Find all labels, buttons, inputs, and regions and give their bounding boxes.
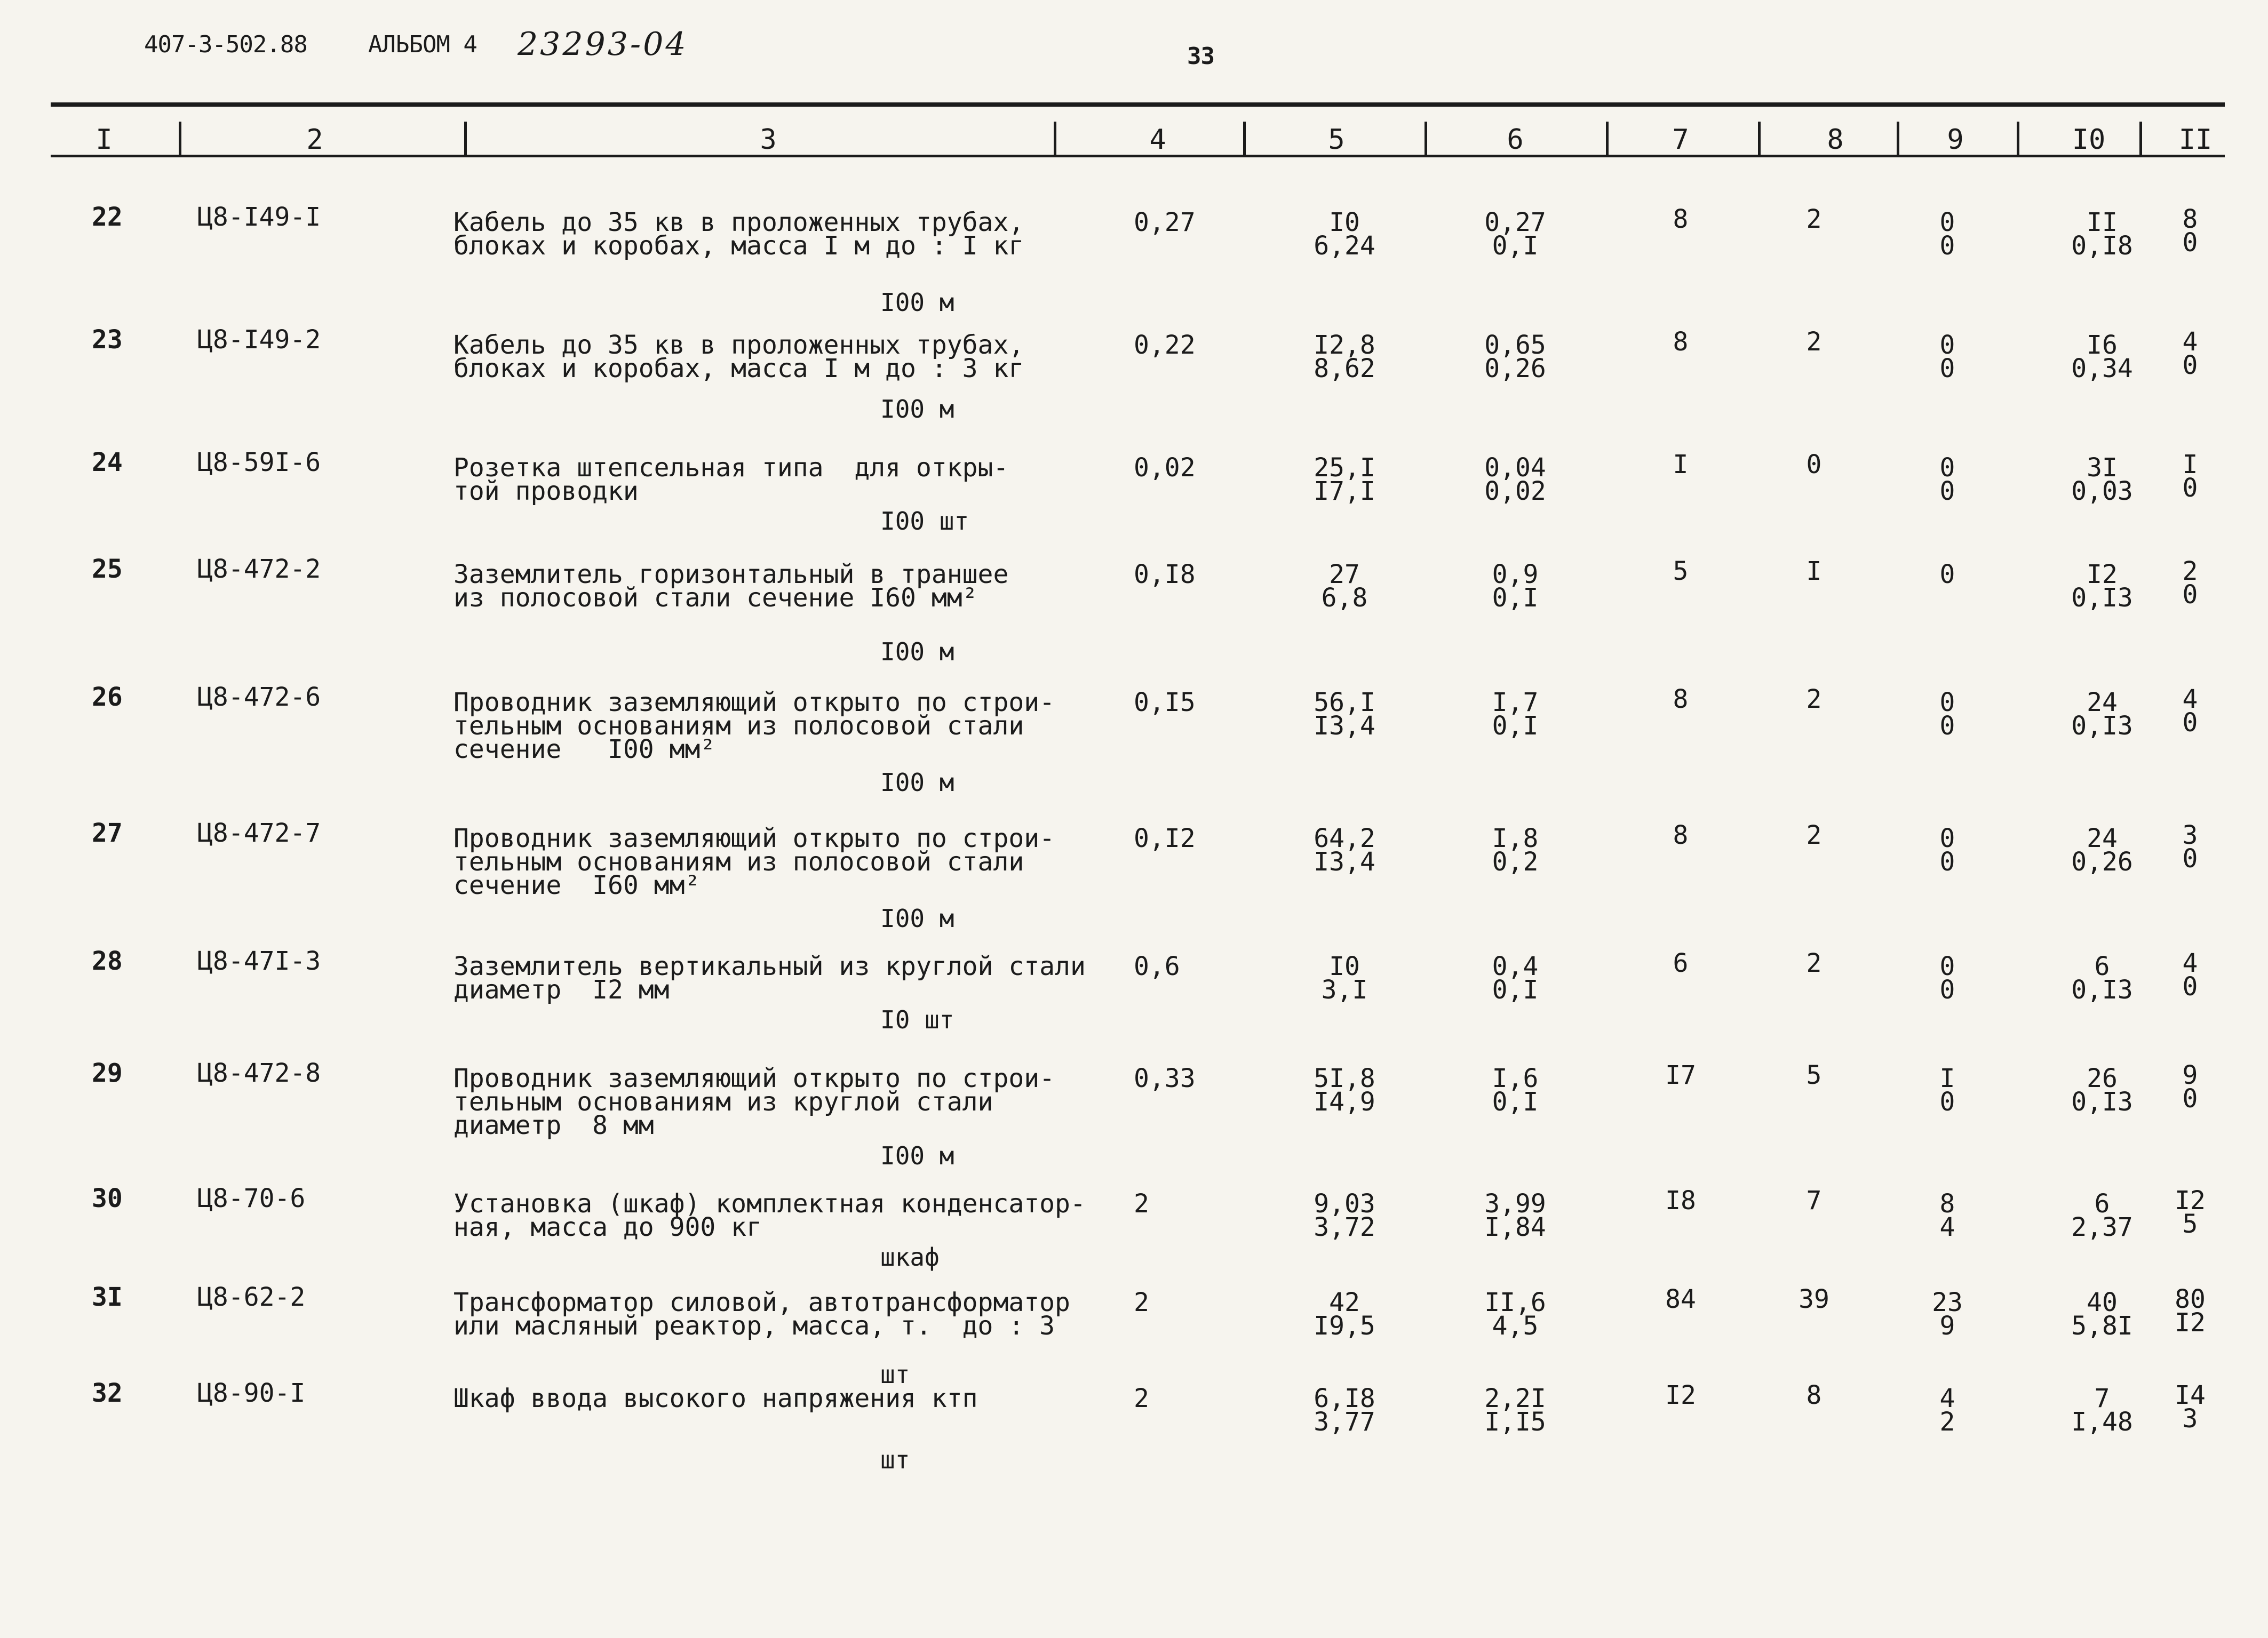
column-separator	[179, 122, 181, 155]
column-separator	[1243, 122, 1246, 155]
col5-values: 25,I I7,I	[1314, 453, 1375, 506]
col10-values: 3I 0,03	[2071, 453, 2133, 506]
column-header-4: 4	[1149, 124, 1166, 156]
column-header-10: I0	[2072, 124, 2106, 156]
col6-values: I,7 0,I	[1492, 688, 1539, 741]
col10-values: 26 0,I3	[2071, 1064, 2133, 1117]
col10-values: I6 0,34	[2071, 330, 2133, 383]
row-number: 27	[92, 818, 123, 848]
col9-values: 0 0	[1939, 952, 1955, 1005]
column-header-2: 2	[306, 124, 323, 156]
col9-values: 0 0	[1939, 688, 1955, 741]
col7-value: 6	[1673, 948, 1689, 978]
quantity: 0,22	[1134, 330, 1196, 360]
quantity: 0,I8	[1134, 560, 1196, 589]
column-separator	[464, 122, 467, 155]
column-separator	[2017, 122, 2019, 155]
measure-unit: I00 м	[880, 904, 954, 933]
col5-values: I0 3,I	[1321, 952, 1368, 1005]
table-row	[0, 202, 2268, 333]
column-header-11: II	[2178, 124, 2213, 156]
row-number: 29	[92, 1058, 123, 1088]
norm-code: Ц8-472-2	[197, 554, 321, 584]
quantity: 0,I5	[1134, 688, 1196, 717]
col11-values: I 0	[2182, 450, 2198, 503]
measure-unit: шт	[880, 1360, 910, 1389]
col8-value: 7	[1806, 1186, 1822, 1216]
album-label: АЛЬБОМ 4	[368, 31, 477, 58]
col8-value: 8	[1806, 1380, 1822, 1410]
work-description: Трансформатор силовой, автотрансформатор или масляный реактор, масса, т. до : 3	[453, 1288, 1070, 1341]
doc-code: 407-3-502.88	[144, 31, 307, 58]
measure-unit: шт	[880, 1445, 910, 1474]
col8-value: 0	[1806, 450, 1822, 480]
col11-values: 3 0	[2182, 820, 2198, 874]
col10-values: 6 0,I3	[2071, 952, 2133, 1005]
col11-values: I4 3	[2175, 1380, 2206, 1434]
col10-values: 7 I,48	[2071, 1384, 2133, 1437]
col11-values: 4 0	[2182, 327, 2198, 380]
table-row	[0, 325, 2268, 456]
col11-values: 8 0	[2182, 204, 2198, 258]
col11-values: 4 0	[2182, 948, 2198, 1002]
row-number: 25	[92, 554, 123, 584]
col8-value: 2	[1806, 948, 1822, 978]
col11-values: I2 5	[2175, 1186, 2206, 1239]
work-description: Проводник заземляющий открыто по строи- тельным основаниям из круглой стали диаметр 8 мм	[453, 1064, 1055, 1140]
col11-values: 80 I2	[2175, 1284, 2206, 1338]
col5-values: 27 6,8	[1321, 560, 1368, 613]
measure-unit: I00 м	[880, 637, 954, 666]
col8-value: 5	[1806, 1060, 1822, 1090]
quantity: 2	[1134, 1189, 1149, 1219]
col6-values: 0,9 0,I	[1492, 560, 1539, 613]
col10-values: II 0,I8	[2071, 207, 2133, 261]
row-number: 26	[92, 682, 123, 712]
measure-unit: I00 м	[880, 768, 954, 797]
norm-code: Ц8-472-6	[197, 682, 321, 712]
col6-values: 3,99 I,84	[1484, 1189, 1546, 1242]
col7-value: 8	[1673, 204, 1689, 234]
handwritten-number: 23293-04	[518, 26, 688, 63]
col11-values: 2 0	[2182, 556, 2198, 610]
col5-values: 64,2 I3,4	[1314, 824, 1375, 877]
column-separator	[1897, 122, 1899, 155]
col7-value: 84	[1665, 1284, 1696, 1314]
column-separator	[1425, 122, 1427, 155]
col8-value: 2	[1806, 204, 1822, 234]
norm-code: Ц8-I49-I	[197, 202, 321, 232]
col8-value: I	[1806, 556, 1822, 586]
col9-values: I 0	[1939, 1064, 1955, 1117]
table-row	[0, 554, 2268, 685]
work-description: Проводник заземляющий открыто по строи- тельным основаниям из полосовой стали сечение I00 мм²	[453, 688, 1055, 764]
measure-unit: I00 м	[880, 288, 954, 317]
col11-values: 4 0	[2182, 684, 2198, 738]
col7-value: I8	[1665, 1186, 1696, 1216]
row-number: 3I	[92, 1282, 123, 1312]
work-description: Кабель до 35 кв в проложенных трубах, блоках и коробах, масса I м до : 3 кг	[453, 330, 1024, 383]
col9-values: 0 0	[1939, 207, 1955, 261]
col10-values: 40 5,8I	[2071, 1288, 2133, 1341]
col5-values: I0 6,24	[1314, 207, 1375, 261]
header-rule	[51, 155, 2225, 157]
table-row	[0, 1378, 2268, 1509]
col9-values: 23 9	[1932, 1288, 1963, 1341]
col9-values: 8 4	[1939, 1189, 1955, 1242]
col6-values: I,6 0,I	[1492, 1064, 1539, 1117]
norm-code: Ц8-59I-6	[197, 448, 321, 477]
measure-unit: шкаф	[880, 1243, 940, 1272]
col7-value: I7	[1665, 1060, 1696, 1090]
row-number: 32	[92, 1378, 123, 1408]
col6-values: I,8 0,2	[1492, 824, 1539, 877]
measure-unit: I00 м	[880, 1141, 954, 1170]
column-header-8: 8	[1827, 124, 1844, 156]
table-row	[0, 682, 2268, 813]
col5-values: 9,03 3,72	[1314, 1189, 1375, 1242]
work-description: Заземлитель горизонтальный в траншее из полосовой стали сечение I60 мм²	[453, 560, 1009, 613]
column-header-6: 6	[1507, 124, 1524, 156]
col10-values: I2 0,I3	[2071, 560, 2133, 613]
col9-values: 0	[1939, 560, 1955, 589]
work-description: Розетка штепсельная типа для откры- той проводки	[453, 453, 1009, 506]
row-number: 24	[92, 448, 123, 477]
column-header-9: 9	[1947, 124, 1964, 156]
col6-values: 0,27 0,I	[1484, 207, 1546, 261]
measure-unit: I00 м	[880, 395, 954, 424]
col10-values: 24 0,26	[2071, 824, 2133, 877]
column-header-5: 5	[1328, 124, 1345, 156]
col6-values: II,6 4,5	[1484, 1288, 1546, 1341]
col7-value: 8	[1673, 820, 1689, 850]
col6-values: 0,65 0,26	[1484, 330, 1546, 383]
col8-value: 2	[1806, 820, 1822, 850]
page-number: 33	[1187, 43, 1214, 70]
work-description: Заземлитель вертикальный из круглой стали диаметр I2 мм	[453, 952, 1086, 1005]
col9-values: 0 0	[1939, 824, 1955, 877]
col8-value: 2	[1806, 684, 1822, 714]
quantity: 0,6	[1134, 952, 1180, 981]
row-number: 28	[92, 946, 123, 976]
table-row	[0, 1058, 2268, 1189]
quantity: 0,I2	[1134, 824, 1196, 853]
table-row	[0, 946, 2268, 1077]
norm-code: Ц8-I49-2	[197, 325, 321, 355]
col7-value: 5	[1673, 556, 1689, 586]
col7-value: 8	[1673, 684, 1689, 714]
col6-values: 0,04 0,02	[1484, 453, 1546, 506]
column-separator	[1606, 122, 1609, 155]
col9-values: 0 0	[1939, 330, 1955, 383]
table-row	[0, 818, 2268, 949]
row-number: 30	[92, 1184, 123, 1213]
measure-unit: I0 шт	[880, 1005, 954, 1034]
work-description: Установка (шкаф) комплектная конденсатор- ная, масса до 900 кг	[453, 1189, 1086, 1242]
norm-code: Ц8-90-I	[197, 1378, 306, 1408]
col9-values: 4 2	[1939, 1384, 1955, 1437]
row-number: 22	[92, 202, 123, 232]
norm-code: Ц8-70-6	[197, 1184, 306, 1213]
top-rule	[51, 102, 2225, 107]
row-number: 23	[92, 325, 123, 355]
quantity: 0,33	[1134, 1064, 1196, 1093]
column-separator	[2139, 122, 2142, 155]
column-separator	[1054, 122, 1056, 155]
col5-values: I2,8 8,62	[1314, 330, 1375, 383]
col5-values: 56,I I3,4	[1314, 688, 1375, 741]
column-header-3: 3	[760, 124, 777, 156]
col7-value: 8	[1673, 327, 1689, 357]
quantity: 0,02	[1134, 453, 1196, 483]
work-description: Шкаф ввода высокого напряжения ктп	[453, 1384, 978, 1413]
quantity: 2	[1134, 1288, 1149, 1317]
quantity: 2	[1134, 1384, 1149, 1413]
norm-code: Ц8-47I-3	[197, 946, 321, 976]
col11-values: 9 0	[2182, 1060, 2198, 1114]
quantity: 0,27	[1134, 207, 1196, 237]
measure-unit: I00 шт	[880, 507, 969, 536]
work-description: Проводник заземляющий открыто по строи- тельным основаниям из полосовой стали сечение I60 мм²	[453, 824, 1055, 900]
col6-values: 2,2I I,I5	[1484, 1384, 1546, 1437]
col5-values: 42 I9,5	[1314, 1288, 1375, 1341]
col5-values: 5I,8 I4,9	[1314, 1064, 1375, 1117]
norm-code: Ц8-472-8	[197, 1058, 321, 1088]
column-separator	[1758, 122, 1761, 155]
norm-code: Ц8-472-7	[197, 818, 321, 848]
column-header-7: 7	[1672, 124, 1689, 156]
work-description: Кабель до 35 кв в проложенных трубах, блоках и коробах, масса I м до : I кг	[453, 207, 1024, 261]
column-header-1: I	[96, 124, 113, 156]
col10-values: 24 0,I3	[2071, 688, 2133, 741]
col7-value: I2	[1665, 1380, 1696, 1410]
col6-values: 0,4 0,I	[1492, 952, 1539, 1005]
col10-values: 6 2,37	[2071, 1189, 2133, 1242]
norm-code: Ц8-62-2	[197, 1282, 306, 1312]
col9-values: 0 0	[1939, 453, 1955, 506]
col8-value: 2	[1806, 327, 1822, 357]
col5-values: 6,I8 3,77	[1314, 1384, 1375, 1437]
col7-value: I	[1673, 450, 1689, 480]
col8-value: 39	[1799, 1284, 1829, 1314]
